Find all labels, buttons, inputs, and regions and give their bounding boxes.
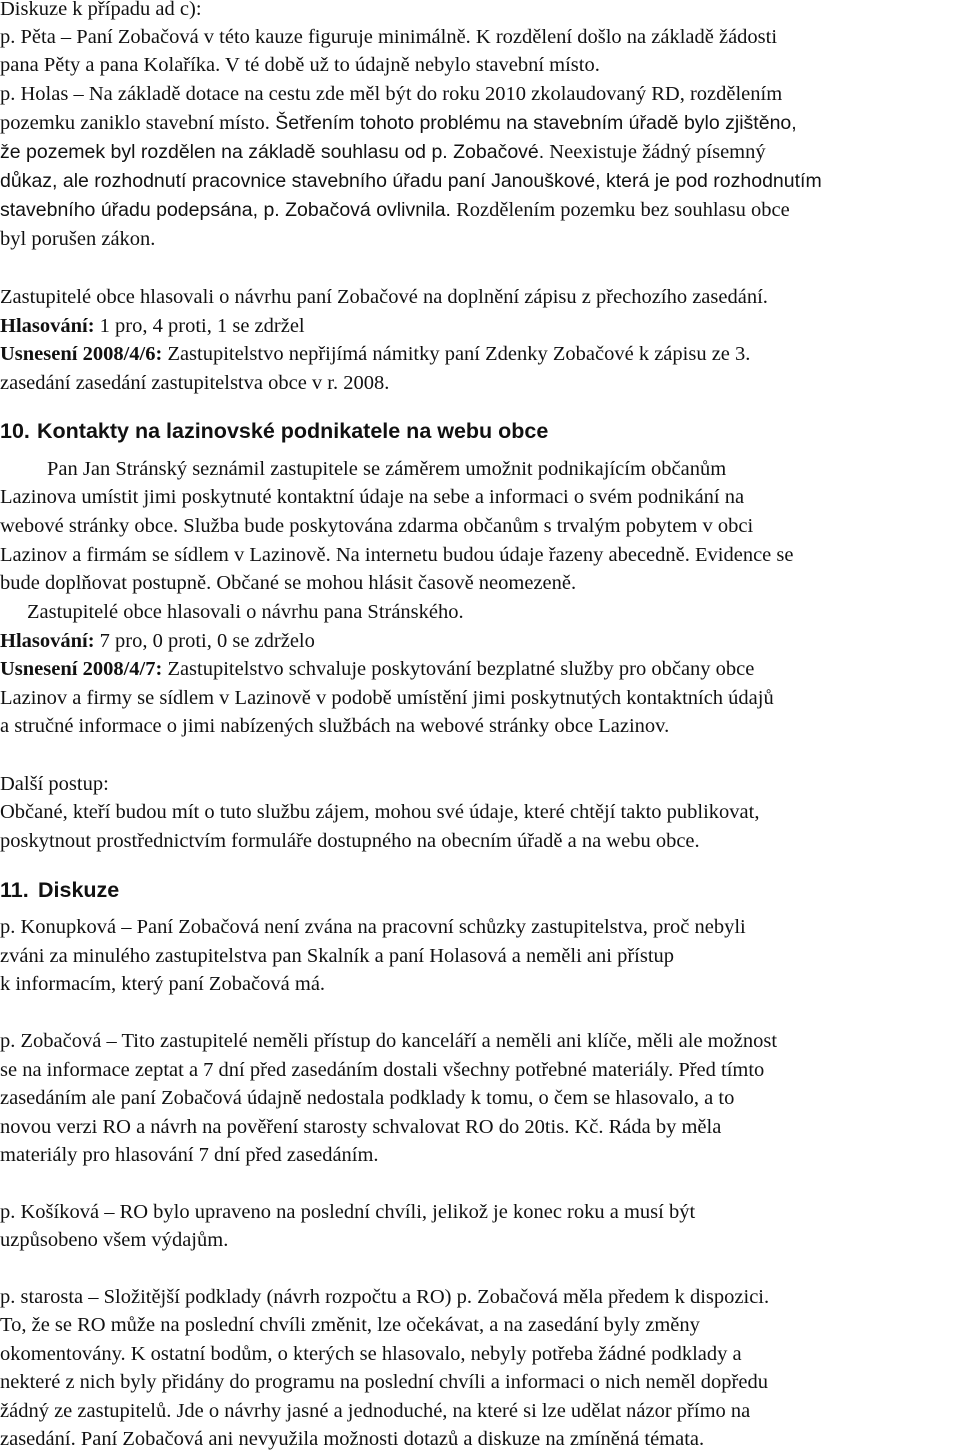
resolution-cont: zasedání zasedání zastupitelstva obce v r. 2008. — [0, 372, 390, 394]
section-title: Kontakty na lazinovské podnikatele na webu obce — [37, 419, 549, 443]
vote-result: Hlasování: 7 pro, 0 proti, 0 se zdrželo — [0, 630, 315, 652]
text-line: že pozemek byl rozdělen na základě souhlasu od p. Zobačové. Neexistuje žádný písemný — [0, 141, 766, 163]
text-line: nekteré z nich byly přidány do programu na poslední chvíli a informaci o nich neměl dopředu — [0, 1371, 768, 1393]
text-line: To, že se RO může na poslední chvíli změnit, lze očekávat, a na zasedání byly změny — [0, 1314, 700, 1336]
vote-result: Hlasování: 1 pro, 4 proti, 1 se zdržel — [0, 315, 305, 337]
section-number: 10. — [0, 419, 30, 443]
text-line: pozemku zaniklo stavební místo. Šetřením tohoto problému na stavebním úřadě bylo zjištěno, — [0, 112, 797, 134]
text-serif: Neexistuje žádný písemný — [544, 141, 766, 163]
section-number: 11. — [0, 878, 29, 902]
text-line: p. Pěta – Paní Zobačová v této kauze figuruje minimálně. K rozdělení došlo na základě žádosti — [0, 26, 778, 48]
text-line: Pan Jan Stránský seznámil zastupitele se záměrem umožnit podnikajícím občanům — [47, 458, 727, 480]
text-line: p. starosta – Složitější podklady (návrh rozpočtu a RO) p. Zobačová měla předem k dispozici. — [0, 1286, 770, 1308]
text-line: a stručné informace o jimi nabízených službách na webové stránky obce Lazinov. — [0, 715, 670, 737]
text-line: byl porušen zákon. — [0, 228, 156, 250]
text-line: p. Konupková – Paní Zobačová není zvána na pracovní schůzky zastupitelstva, proč nebyli — [0, 916, 746, 938]
text-line: Lazinova umístit jimi poskytnuté kontaktní údaje na sebe a informaci o svém podnikání na — [0, 486, 745, 508]
text-line: důkaz, ale rozhodnutí pracovnice stavebního úřadu paní Janouškové, která je pod rozhodnutím — [0, 170, 822, 192]
text-line: p. Zobačová – Tito zastupitelé neměli přístup do kanceláří a neměli ani klíče, měli ale možnost — [0, 1030, 778, 1052]
text-line: p. Holas – Na základě dotace na cestu zde měl být do roku 2010 zkolaudovaný RD, rozdělením — [0, 83, 783, 105]
text-line: p. Košíková – RO bylo upraveno na poslední chvíli, jelikož je konec roku a musí být — [0, 1201, 696, 1223]
resolution: Usnesení 2008/4/6: Zastupitelstvo nepřijímá námitky paní Zdenky Zobačové k zápisu ze 3. — [0, 343, 751, 365]
resolution: Usnesení 2008/4/7: Zastupitelstvo schvaluje poskytování bezplatné služby pro občany obce — [0, 658, 755, 680]
vote-intro: Zastupitelé obce hlasovali o návrhu pana Stránského. — [27, 601, 464, 623]
text-line: k informacím, který paní Zobačová má. — [0, 973, 326, 995]
text-line: se na informace zeptat a 7 dní před zasedáním dostali všechny potřebné materiály. Před tímto — [0, 1059, 765, 1081]
text-line: novou verzi RO a návrh na pověření starosty schvalovat RO do 20tis. Kč. Ráda by měla — [0, 1116, 722, 1138]
text-line: pana Pěty a pana Kolaříka. V té době už to údajně nebylo stavební místo. — [0, 54, 600, 76]
text-line: zváni za minulého zastupitelstva pan Skalník a paní Holasová a neměli ani přístup — [0, 945, 675, 967]
text-line: bude doplňovat postupně. Občané se mohou hlásit časově neomezeně. — [0, 572, 577, 594]
text-line: Lazinov a firmy se sídlem v Lazinově v podobě umístění jimi poskytnutých kontaktních údajů — [0, 687, 774, 709]
next-steps-label: Další postup: — [0, 773, 109, 795]
vote-intro: Zastupitelé obce hlasovali o návrhu paní Zobačové na doplnění zápisu z přechozího zasedání. — [0, 286, 768, 308]
section-title: Diskuze — [38, 878, 120, 902]
discussion-title: Diskuze k případu ad c): — [0, 0, 202, 20]
text-line: Lazinov a firmám se sídlem v Lazinově. Na internetu budou údaje řazeny abecedně. Evidence se — [0, 544, 794, 566]
text-line: materiály pro hlasování 7 dní před zasedáním. — [0, 1144, 379, 1166]
text-line: stavebního úřadu podepsána, p. Zobačová ovlivnila. Rozdělením pozemku bez souhlasu obce — [0, 199, 790, 221]
text-line: zasedáním ale paní Zobačová údajně nedostala podklady k tomu, o čem se hlasovalo, a to — [0, 1087, 735, 1109]
text-line: Občané, kteří budou mít o tuto službu zájem, mohou své údaje, které chtějí takto publikovat, — [0, 801, 760, 823]
text-line: uzpůsobeno všem výdajům. — [0, 1229, 229, 1251]
text-line: okomentovány. K ostatní bodům, o kterých se hlasovalo, nebyly potřeba žádné podklady a — [0, 1343, 742, 1365]
text-line: zasedání. Paní Zobačová ani nevyužila možnosti dotazů a diskuze na zmíněná témata. — [0, 1428, 705, 1450]
text-line: webové stránky obce. Služba bude poskytována zdarma občanům s trvalým pobytem v obci — [0, 515, 754, 537]
text-line: poskytnout prostřednictvím formuláře dostupného na obecním úřadě a na webu obce. — [0, 830, 700, 852]
text-line: žádný ze zastupitelů. Jde o návrhy jasné a jednoduché, na které si lze udělat názor přímo na — [0, 1400, 751, 1422]
